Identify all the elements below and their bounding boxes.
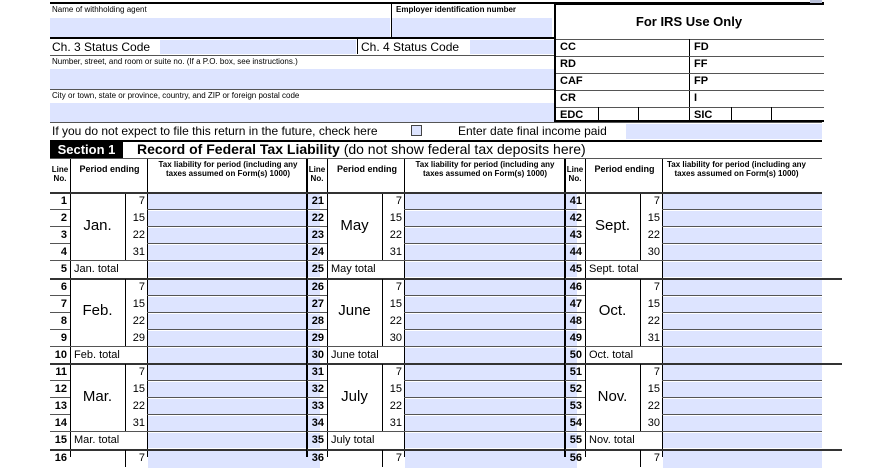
month-total-input[interactable] <box>663 262 822 277</box>
line-number: 3 <box>60 229 67 242</box>
month-total-label: Sept. total <box>589 263 639 276</box>
tax-liability-input[interactable] <box>663 331 822 346</box>
month-label: Sept. <box>594 216 631 234</box>
row-divider <box>662 226 822 227</box>
period-day: 22 <box>132 314 145 327</box>
row-divider <box>147 329 320 330</box>
irs-i: I <box>694 92 698 104</box>
month-label: Oct. <box>598 302 627 320</box>
tax-liability-input[interactable] <box>405 382 577 397</box>
tax-liability-input[interactable] <box>405 297 577 312</box>
city-label: City or town, state or province, country, and ZIP or foreign postal code <box>52 91 300 100</box>
row-divider <box>307 397 327 398</box>
row-divider <box>50 431 147 432</box>
line-number: 13 <box>54 400 67 413</box>
row-divider <box>662 431 822 432</box>
row-divider <box>404 209 577 210</box>
line-number: 44 <box>569 246 582 259</box>
line-number: 43 <box>569 229 582 242</box>
period-day: 15 <box>647 297 660 310</box>
row-divider <box>50 295 70 296</box>
period-day: 31 <box>389 417 402 430</box>
row-divider <box>50 209 70 210</box>
tax-liability-input[interactable] <box>405 280 577 295</box>
row-divider <box>565 346 662 347</box>
row-divider <box>147 431 320 432</box>
period-day: 7 <box>653 366 660 378</box>
tax-liability-input[interactable] <box>148 399 320 414</box>
period-day: 31 <box>389 246 402 259</box>
row-divider <box>662 243 822 244</box>
period-day: 31 <box>132 417 145 430</box>
header-period-ending: Period ending <box>336 164 397 174</box>
month-total-label: July total <box>331 434 375 447</box>
header-tax-liability: Tax liability for period (including any taxes assumed on Form(s) 1000) <box>667 160 806 178</box>
header-period-ending: Period ending <box>594 164 655 174</box>
row-divider <box>662 312 822 313</box>
row-divider <box>50 397 70 398</box>
header-divider <box>50 192 822 194</box>
tax-liability-input[interactable] <box>405 211 577 226</box>
tax-liability-input[interactable] <box>148 194 320 209</box>
irs-title: For IRS Use Only <box>635 14 743 29</box>
line-number: 6 <box>60 280 67 293</box>
line-number: 12 <box>54 383 67 396</box>
row-divider <box>565 329 585 330</box>
period-day: 31 <box>647 331 660 344</box>
period-day: 15 <box>132 383 145 396</box>
row-divider <box>307 226 327 227</box>
period-day: 7 <box>138 280 145 293</box>
irs-sic: SIC <box>694 109 713 121</box>
period-day: 30 <box>647 417 660 430</box>
line-number: 51 <box>569 366 582 378</box>
line-number: 47 <box>569 297 582 310</box>
row-divider <box>404 431 577 432</box>
month-total-input[interactable] <box>148 348 320 363</box>
row-divider <box>565 414 585 415</box>
row-divider <box>147 209 320 210</box>
period-day: 7 <box>653 451 660 464</box>
tax-liability-input[interactable] <box>663 194 822 209</box>
line-number: 7 <box>60 297 67 310</box>
ch3-label: Ch. 3 Status Code <box>52 40 151 54</box>
period-day: 15 <box>132 297 145 310</box>
period-day: 7 <box>653 195 660 207</box>
tax-liability-input[interactable] <box>663 211 822 226</box>
line-number: 15 <box>54 434 67 447</box>
row-divider <box>307 295 327 296</box>
month-total-input[interactable] <box>405 348 577 363</box>
tax-liability-input[interactable] <box>148 314 320 329</box>
line-number: 22 <box>311 212 324 225</box>
ch4-input[interactable] <box>470 40 554 54</box>
line-number: 11 <box>55 366 67 378</box>
tax-liability-input[interactable] <box>148 280 320 295</box>
ein-label: Employer identification number <box>396 5 517 14</box>
month-label: June <box>338 302 371 320</box>
period-day: 22 <box>389 400 402 413</box>
row-divider <box>307 243 327 244</box>
row-divider <box>50 260 147 261</box>
tax-liability-input[interactable] <box>405 451 577 468</box>
period-day: 15 <box>389 212 402 225</box>
row-divider <box>147 226 320 227</box>
line-number: 14 <box>54 417 67 430</box>
month-label: Nov. <box>597 387 628 405</box>
period-day: 22 <box>647 314 660 327</box>
tax-liability-input[interactable] <box>148 331 320 346</box>
irs-ff: FF <box>694 58 708 70</box>
header-tax-liability: Tax liability for period (including any taxes assumed on Form(s) 1000) <box>415 160 555 178</box>
period-day: 15 <box>647 383 660 396</box>
month-total-label: Feb. total <box>74 348 120 361</box>
tax-liability-input[interactable] <box>405 365 577 380</box>
line-number: 23 <box>311 229 324 242</box>
tax-liability-input[interactable] <box>405 314 577 329</box>
future-label: If you do not expect to file this return in the future, check here <box>52 124 378 138</box>
day-divider <box>125 450 126 467</box>
row-divider <box>404 329 577 330</box>
month-total-label: Mar. total <box>74 434 120 447</box>
period-day: 29 <box>132 331 145 344</box>
row-divider <box>662 397 822 398</box>
row-divider <box>662 329 822 330</box>
period-day: 7 <box>138 366 145 378</box>
row-divider <box>50 414 70 415</box>
month-total-label: May total <box>331 263 376 276</box>
tax-liability-input[interactable] <box>663 382 822 397</box>
section-badge: Section 1 <box>50 142 123 158</box>
line-number: 10 <box>54 348 67 361</box>
period-day: 22 <box>647 400 660 413</box>
street-input[interactable] <box>50 69 555 89</box>
line-number: 21 <box>311 195 324 207</box>
row-divider <box>147 243 320 244</box>
period-day: 7 <box>395 280 402 293</box>
row-divider <box>50 346 147 347</box>
ch3-input[interactable] <box>160 40 356 54</box>
tax-liability-input[interactable] <box>663 280 822 295</box>
row-divider <box>147 414 320 415</box>
line-number: 26 <box>311 280 324 293</box>
section-title-note: (do not show federal tax deposits here) <box>343 141 586 157</box>
tax-liability-input[interactable] <box>405 228 577 243</box>
tax-liability-input[interactable] <box>148 297 320 312</box>
line-number: 34 <box>311 417 324 430</box>
line-number: 4 <box>60 246 67 259</box>
month-total-label: Nov. total <box>589 434 635 447</box>
period-day: 30 <box>389 331 402 344</box>
tax-liability-input[interactable] <box>405 331 577 346</box>
tax-liability-input[interactable] <box>148 416 320 431</box>
line-number: 54 <box>569 417 582 430</box>
month-label: Mar. <box>82 387 113 405</box>
tax-liability-input[interactable] <box>405 194 577 209</box>
row-divider <box>565 243 585 244</box>
row-divider <box>307 312 327 313</box>
month-label: May <box>340 216 369 234</box>
line-number: 32 <box>311 383 324 396</box>
period-day: 22 <box>132 229 145 242</box>
tax-liability-input[interactable] <box>663 365 822 380</box>
irs-fd: FD <box>694 41 709 53</box>
tax-liability-input[interactable] <box>663 399 822 414</box>
line-number: 9 <box>60 331 67 344</box>
irs-edc: EDC <box>560 109 584 121</box>
period-day: 15 <box>389 383 402 396</box>
month-total-input[interactable] <box>663 348 822 363</box>
tax-liability-input[interactable] <box>148 382 320 397</box>
row-divider <box>147 346 320 347</box>
name-label: Name of withholding agent <box>52 5 147 14</box>
period-day: 31 <box>132 246 145 259</box>
period-day: 15 <box>132 212 145 225</box>
row-divider <box>307 209 327 210</box>
row-divider <box>662 414 822 415</box>
line-number: 25 <box>311 263 324 276</box>
row-divider <box>404 226 577 227</box>
month-total-label: Oct. total <box>589 348 634 361</box>
future-checkbox[interactable] <box>411 125 422 136</box>
period-day: 22 <box>389 229 402 242</box>
month-total-input[interactable] <box>663 433 822 448</box>
line-number: 24 <box>311 246 324 259</box>
day-divider <box>640 450 641 467</box>
tax-liability-input[interactable] <box>663 245 822 260</box>
line-number: 50 <box>569 348 582 361</box>
period-day: 22 <box>647 229 660 242</box>
tax-liability-input[interactable] <box>148 365 320 380</box>
line-number: 45 <box>569 263 582 276</box>
period-day: 7 <box>395 195 402 207</box>
ch4-label: Ch. 4 Status Code <box>361 40 460 54</box>
row-divider <box>404 397 577 398</box>
row-divider <box>307 380 327 381</box>
tax-liability-input[interactable] <box>148 245 320 260</box>
day-divider <box>382 450 383 467</box>
line-number: 35 <box>311 434 324 447</box>
line-number: 56 <box>569 451 582 464</box>
row-divider <box>147 295 320 296</box>
tax-liability-input[interactable] <box>405 399 577 414</box>
row-divider <box>50 243 70 244</box>
row-divider <box>662 346 822 347</box>
header-period-ending: Period ending <box>79 164 140 174</box>
period-day: 22 <box>132 400 145 413</box>
row-divider <box>404 260 577 261</box>
header-tax-liability: Tax liability for period (including any taxes assumed on Form(s) 1000) <box>158 160 298 178</box>
period-day: 7 <box>138 195 145 207</box>
row-divider <box>404 243 577 244</box>
name-input[interactable] <box>50 18 390 37</box>
line-number: 55 <box>569 434 582 447</box>
tax-liability-input[interactable] <box>663 228 822 243</box>
row-divider <box>404 312 577 313</box>
row-divider <box>565 397 585 398</box>
irs-use-only-box <box>554 2 824 122</box>
row-divider <box>50 329 70 330</box>
month-total-input[interactable] <box>148 433 320 448</box>
row-divider <box>307 346 404 347</box>
row-divider <box>307 414 327 415</box>
ein-input[interactable] <box>392 18 552 37</box>
period-day: 7 <box>653 280 660 293</box>
row-divider <box>50 226 70 227</box>
section-title <box>137 141 586 157</box>
city-input[interactable] <box>50 103 555 122</box>
line-number: 8 <box>60 314 67 327</box>
line-number: 27 <box>311 297 324 310</box>
line-number: 2 <box>60 212 67 225</box>
line-number: 48 <box>569 314 582 327</box>
header-line-no: Line No. <box>308 165 326 183</box>
tax-liability-input[interactable] <box>405 416 577 431</box>
row-divider <box>404 295 577 296</box>
row-divider <box>147 380 320 381</box>
line-number: 41 <box>569 195 582 207</box>
street-label: Number, street, and room or suite no. (If a P.O. box, see instructions.) <box>52 57 298 66</box>
month-total-input[interactable] <box>405 262 577 277</box>
tax-liability-input[interactable] <box>148 451 320 468</box>
line-number: 31 <box>311 366 324 378</box>
row-divider <box>662 295 822 296</box>
row-divider <box>404 414 577 415</box>
tax-liability-input[interactable] <box>663 314 822 329</box>
line-number: 33 <box>311 400 324 413</box>
row-divider <box>50 312 70 313</box>
row-divider <box>565 380 585 381</box>
row-divider <box>662 260 822 261</box>
month-total-label: Jan. total <box>74 263 119 276</box>
period-day: 15 <box>389 297 402 310</box>
row-divider <box>147 260 320 261</box>
line-number: 28 <box>311 314 324 327</box>
row-divider <box>662 380 822 381</box>
period-day: 30 <box>647 246 660 259</box>
row-divider <box>147 312 320 313</box>
month-total-label: June total <box>331 348 379 361</box>
final-income-input[interactable] <box>626 124 822 139</box>
period-day: 15 <box>647 212 660 225</box>
header-line-no: Line No. <box>51 165 69 183</box>
row-divider <box>565 260 662 261</box>
final-income-label: Enter date final income paid <box>458 124 607 138</box>
row-divider <box>404 346 577 347</box>
irs-cr: CR <box>560 92 576 104</box>
irs-rd: RD <box>560 58 576 70</box>
row-divider <box>565 209 585 210</box>
line-number: 30 <box>311 348 324 361</box>
row-divider <box>565 226 585 227</box>
irs-caf: CAF <box>560 75 583 87</box>
line-number: 52 <box>569 383 582 396</box>
month-label: Feb. <box>82 302 113 320</box>
row-divider <box>565 312 585 313</box>
tax-liability-input[interactable] <box>148 228 320 243</box>
line-number: 46 <box>569 280 582 293</box>
period-day: 22 <box>389 314 402 327</box>
row-divider <box>404 380 577 381</box>
line-number: 1 <box>60 195 67 207</box>
scroll-marker <box>810 0 822 3</box>
month-total-input[interactable] <box>405 433 577 448</box>
line-number: 5 <box>60 263 67 276</box>
tax-liability-input[interactable] <box>663 297 822 312</box>
tax-liability-table <box>50 159 822 464</box>
row-divider <box>50 380 70 381</box>
tax-liability-input[interactable] <box>663 416 822 431</box>
row-divider <box>147 397 320 398</box>
period-day: 7 <box>395 366 402 378</box>
row-divider <box>565 431 662 432</box>
month-label: July <box>341 387 368 405</box>
period-day: 7 <box>395 451 402 464</box>
line-number: 49 <box>569 331 582 344</box>
tax-liability-input[interactable] <box>405 245 577 260</box>
irs-cc: CC <box>560 41 576 53</box>
row-divider <box>307 260 404 261</box>
line-number: 29 <box>311 331 324 344</box>
row-divider <box>565 295 585 296</box>
line-number: 36 <box>311 451 324 464</box>
irs-fp: FP <box>694 75 709 87</box>
tax-liability-input[interactable] <box>663 451 822 468</box>
line-number: 53 <box>569 400 582 413</box>
section-title-main: Record of Federal Tax Liability <box>137 141 340 157</box>
month-label: Jan. <box>83 216 112 234</box>
row-divider <box>307 431 404 432</box>
header-line-no: Line No. <box>566 165 584 183</box>
line-number: 16 <box>54 451 67 464</box>
line-number: 42 <box>569 212 582 225</box>
period-day: 7 <box>138 451 145 464</box>
month-total-input[interactable] <box>148 262 320 277</box>
tax-liability-input[interactable] <box>148 211 320 226</box>
row-divider <box>307 329 327 330</box>
row-divider <box>662 209 822 210</box>
